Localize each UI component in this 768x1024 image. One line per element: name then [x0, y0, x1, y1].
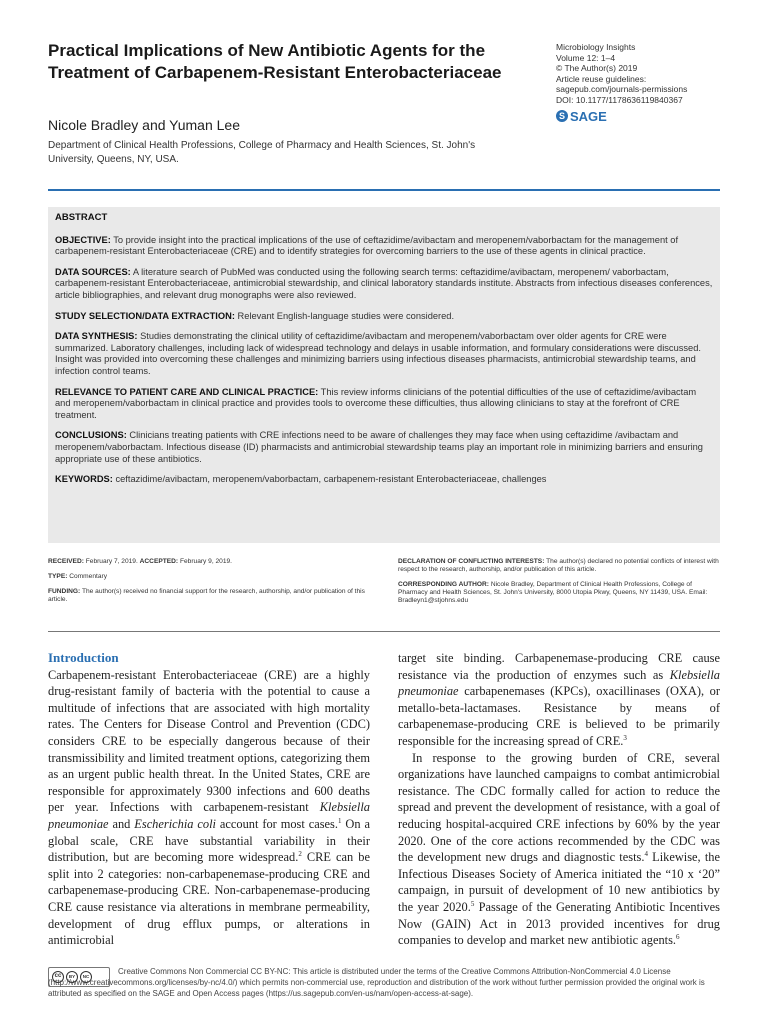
article-dates-meta	[48, 558, 378, 611]
abstract-data-synthesis: DATA SYNTHESIS: Studies demonstrating the clinical utility of ceftazidime/avibactam and meropenem/vaborbactam over older agents for CRE were summarized. Laboratory challenges, including lack of widespread technology and delays in usable information, and formulary considerations were discussed. Insight was provided into overcoming these challenges and minimizing barriers using infectious diseases pharmacists, antimicrobial stewardship teams, and infection control teams.	[55, 331, 701, 376]
journal-info	[556, 42, 756, 105]
article-declarations-meta	[398, 558, 720, 612]
conflict-statement: DECLARATION OF CONFLICTING INTERESTS: The author(s) declared no potential conflicts of interest with respect to the research, authorship, and/or publication of this article.	[398, 558, 719, 573]
journal-copyright: © The Author(s) 2019	[556, 63, 638, 73]
journal-reuse-link[interactable]: sagepub.com/journals-permissions	[556, 84, 688, 94]
citation-ref[interactable]: 3	[623, 733, 627, 742]
corresponding-author: CORRESPONDING AUTHOR: Nicole Bradley, Department of Clinical Health Professions, College of Pharmacy and Health Sciences, St. John's University, 8000 Utopia Pkwy, Queens, NY 11439, USA. Email: Bradleyn1@stjohns.edu	[398, 581, 708, 604]
header-divider	[48, 189, 720, 191]
journal-volume: Volume 12: 1–4	[556, 52, 616, 63]
citation-ref[interactable]: 4	[644, 850, 648, 858]
body-column-left	[48, 650, 370, 949]
sage-logo-text: SAGE	[570, 108, 607, 124]
citation-ref[interactable]: 5	[470, 899, 475, 908]
sage-logo	[556, 108, 607, 124]
article-type: TYPE: Commentary	[48, 573, 108, 580]
journal-reuse: Article reuse guidelines:	[556, 73, 647, 84]
sage-s-icon: S	[556, 110, 568, 122]
body-paragraph: Carbapenem-resistant Enterobacteriaceae (CRE) are a highly drug-resistant family of bacteria with the potential to cause a multitude of infections that are associated with high mortality rates. The Centers for Disease Control and Prevention (CDC) considers CRE to be especially dangerous because of their transmissibility and limited treatment options, categorizing them as an urgent public health threat. In the United States, CRE are responsible for approximately 9300 infections and 600 deaths per year. Infections with carbapenem-resistant Klebsiella pneumoniae and Escherichia coli account for most cases.$^1$ On a global scale, CRE have substantial variability in their distribution, but are becoming more widespread.$^2$ CRE can be split into 2 categories: non-carbapenemase-producing CRE and carbapenemase-producing CRE. Non-carbapenemase-producing CRE cause resistance via alterations in membrane permeability, development of drug efflux pumps, or alterations in antimicrobial	[48, 667, 370, 948]
body-column-right	[398, 650, 720, 949]
abstract-data-sources: DATA SOURCES: A literature search of PubMed was conducted using the following search terms: ceftazidime/avibactam, meropenem/ vaborbactam, carbapenem-resistant Enterobacteriaceae, antimicrobial stewardship, and clinical laboratory standards institute. Abstracts from infectious diseases conferences, article bibliographies, and relevant drug monographs were also reviewed.	[55, 266, 713, 300]
journal-name: Microbiology Insights	[556, 42, 636, 52]
funding-statement: FUNDING: The author(s) received no financial support for the research, authorship, and/or publication of this article.	[48, 588, 365, 603]
authors: Nicole Bradley and Yuman Lee	[48, 117, 240, 133]
abstract-objective: OBJECTIVE: To provide insight into the practical implications of the use of ceftazidime/avibactam and meropenem/vaborbactam for the management of carbapenem-resistant Enterobacteriaceae (CRE) and to identify strategies for overcoming barriers to the use of these agents in clinical practice.	[55, 234, 679, 257]
abstract-heading: ABSTRACT	[55, 212, 108, 223]
license-footer	[48, 966, 720, 999]
affiliation: Department of Clinical Health Professions, College of Pharmacy and Health Sciences, St. John's University, Queens, NY, USA.	[48, 140, 476, 165]
body-paragraph: target site binding. Carbapenemase-producing CRE cause resistance via the production of enzymes such as Klebsiella pneumoniae carbapenemases (KPCs), oxacillinases (OXA), or metallo-beta-lactamases. Resistance by means of carbapenemase-producing CRE is believed to be primarily responsible for the increasing spread of CRE.$^3$	[398, 651, 720, 748]
abstract-relevance: RELEVANCE TO PATIENT CARE AND CLINICAL PRACTICE: This review informs clinicians of the potential difficulties of the use of ceftazidime/avibactam and meropenem/vaborbactam in clinical practice and provides tools to overcome these difficulties, thus allowing clinicians to stay at the forefront of CRE treatment.	[55, 386, 697, 420]
abstract-box	[48, 207, 720, 543]
license-text: This article is distributed under the terms of the Creative Commons Attribution-NonCommercial 4.0 License (http://www.creativecommons.org/licenses/by-nc/4.0/) which permits non-commercial use, reproduction and distribution of the work without further permission provided the original work is attributed as specified on the SAGE and Open Access pages (https://us.sagepub.com/en-us/nam/open-access-at-sage).	[48, 967, 705, 998]
citation-ref[interactable]: 6	[676, 932, 680, 941]
abstract-conclusions: CONCLUSIONS: Clinicians treating patients with CRE infections need to be aware of challenges they may face when using ceftazidime /avibactam and meropenem/vaborbactam. Infectious disease (ID) pharmacists and antimicrobial stewardship teams play an important role in minimizing barriers and ensuring appropriate use of these antibiotics.	[55, 430, 703, 464]
citation-ref[interactable]: 1	[337, 816, 342, 825]
meta-divider	[48, 631, 720, 632]
cc-icon: cc	[52, 971, 64, 983]
article-title: Practical Implications of New Antibiotic Agents for the Treatment of Carbapenem-Resistant Enterobacteriaceae	[48, 41, 502, 82]
abstract-study-selection: STUDY SELECTION/DATA EXTRACTION: Relevant English-language studies were considered.	[55, 310, 455, 321]
section-heading-introduction: Introduction	[48, 650, 119, 665]
citation-ref[interactable]: 2	[298, 850, 302, 858]
abstract-keywords: KEYWORDS: ceftazidime/avibactam, meropenem/vaborbactam, carbapenem-resistant Enterobacteriaceae, challenges	[55, 474, 547, 485]
by-attribution-icon: BY	[66, 971, 78, 983]
journal-doi[interactable]: DOI: 10.1177/1178636119840367	[556, 94, 683, 105]
body-paragraph: In response to the growing burden of CRE, several organizations have launched campaigns to combat antimicrobial resistance. The CDC formally called for action to reduce the spread and prevent the development of resistance, with a goal of reducing hospital-acquired CRE infections by 60% by the year 2020. One of the core actions recommended by the CDC was the development new drugs and diagnostic tests.$^4$ Likewise, the Infectious Diseases Society of America initiated the “10 x ‘20” campaign, in pursuit of development of 10 new antibiotics by the year 2020.$^5$ Passage of the Generating Antibiotic Incentives Now (GAIN) Act in 2013 provided incentives for drug companies to develop and market new antibiotic agents.$^6$	[398, 750, 720, 948]
license-title: Creative Commons Non Commercial CC BY-NC:	[118, 967, 291, 976]
nc-noncommercial-icon: NC	[80, 971, 92, 983]
received-accepted: RECEIVED: February 7, 2019. ACCEPTED: February 9, 2019.	[48, 558, 233, 565]
